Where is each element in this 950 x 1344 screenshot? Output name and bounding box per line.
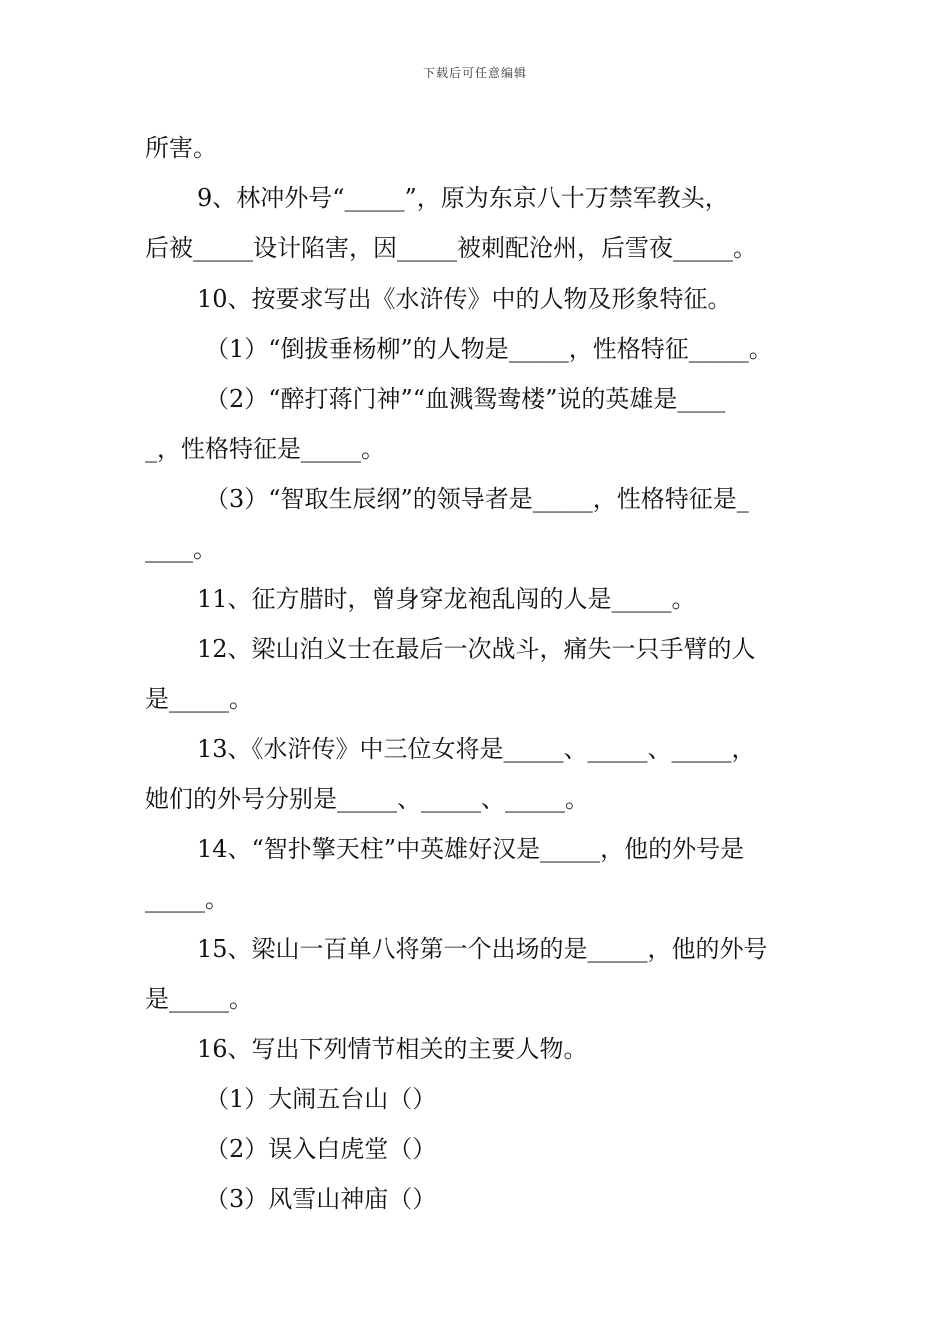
text-line-4: 10、按要求写出《水浒传》中的人物及形象特征。 xyxy=(197,285,732,313)
text-line-11: 12、梁山泊义士在最后一次战斗，痛失一只手臂的人 xyxy=(197,635,756,663)
text-line-13: 13、《水浒传》中三位女将是_____、_____、_____， xyxy=(197,735,756,763)
text-line-22: （3）风雪山神庙（） xyxy=(205,1185,437,1213)
text-line-16: _____。 xyxy=(145,885,229,913)
text-line-9: ____。 xyxy=(145,535,217,563)
text-line-15: 14、“智扑擎天柱”中英雄好汉是_____，他的外号是 xyxy=(197,835,745,863)
text-line-17: 15、梁山一百单八将第一个出场的是_____，他的外号 xyxy=(197,935,768,963)
text-line-20: （1）大闹五台山（） xyxy=(205,1085,437,1113)
text-line-14: 她们的外号分别是_____、_____、_____。 xyxy=(145,785,589,813)
text-line-7: _，性格特征是_____。 xyxy=(145,435,385,463)
text-line-19: 16、写出下列情节相关的主要人物。 xyxy=(197,1035,588,1063)
text-line-10: 11、征方腊时，曾身穿龙袍乱闯的人是_____。 xyxy=(197,585,696,613)
text-line-21: （2）误入白虎堂（） xyxy=(205,1135,437,1163)
text-line-1: 所害。 xyxy=(145,134,217,162)
text-line-6: （2）“醉打蒋门神”“血溅鸳鸯楼”说的英雄是____ xyxy=(205,385,726,413)
page-header: 下载后可任意编辑 xyxy=(422,66,527,80)
text-line-3: 后被_____设计陷害，因_____被刺配沧州，后雪夜_____。 xyxy=(145,234,757,262)
text-line-2: 9、林冲外号“_____”，原为东京八十万禁军教头， xyxy=(197,184,729,212)
text-line-5: （1）“倒拔垂杨柳”的人物是_____，性格特征_____。 xyxy=(205,335,773,363)
text-line-8: （3）“智取生辰纲”的领导者是_____，性格特征是_ xyxy=(205,485,749,513)
text-line-18: 是_____。 xyxy=(145,985,253,1013)
text-line-12: 是_____。 xyxy=(145,685,253,713)
